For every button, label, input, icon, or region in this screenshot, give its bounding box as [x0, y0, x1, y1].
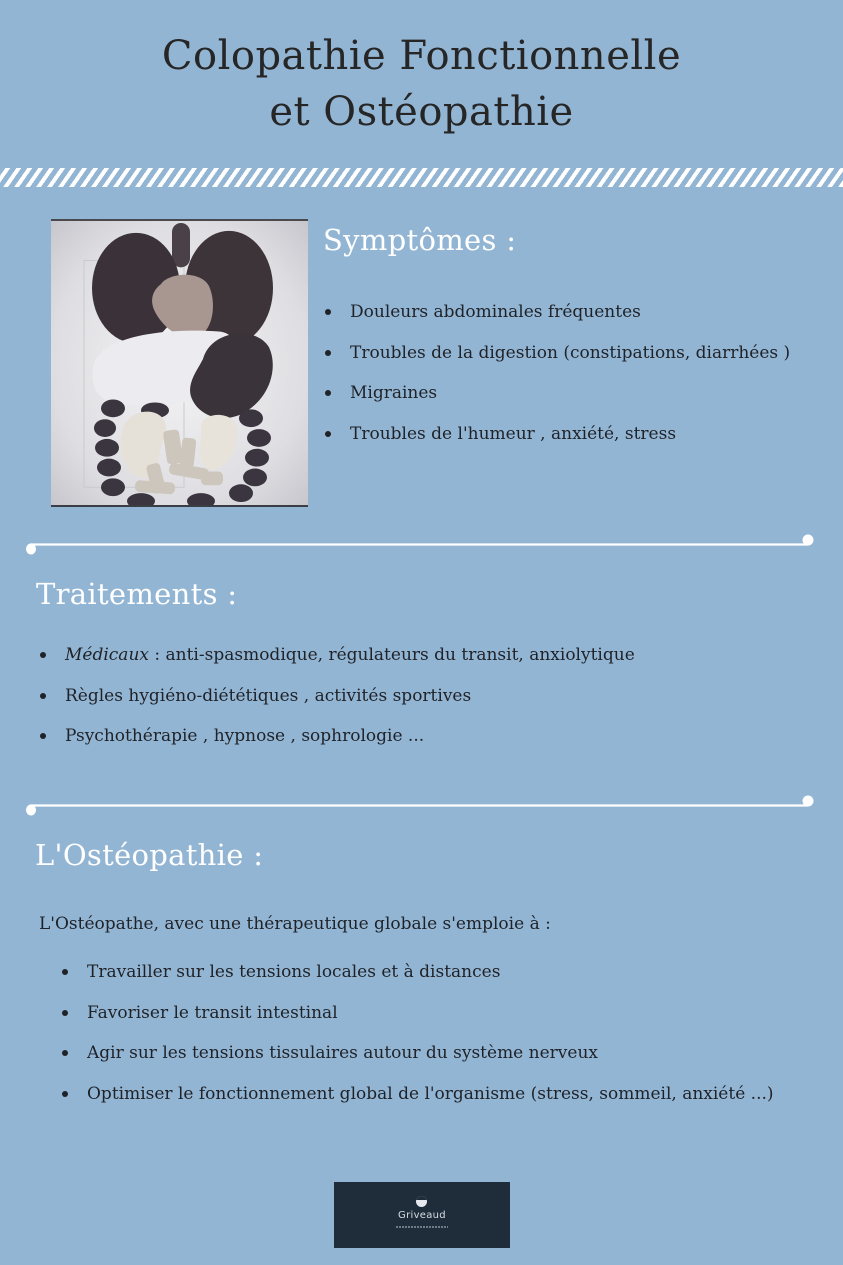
symptoms-list: [323, 292, 790, 454]
osteopathy-list: [60, 952, 787, 1114]
list-item: Troubles de la digestion (constipations, diarrhées ): [323, 333, 790, 374]
list-item: Favoriser le transit intestinal: [60, 993, 787, 1034]
list-item: [38, 635, 635, 676]
list-item: Migraines: [323, 373, 790, 414]
list-item: [38, 716, 635, 757]
list-item: Travailler sur les tensions locales et à distances: [60, 952, 787, 993]
griveaud-logo[interactable]: [334, 1182, 510, 1248]
symptoms-heading: Symptômes :: [323, 223, 517, 257]
organs-stones-photo: [51, 219, 308, 507]
list-item: Optimiser le fonctionnement global de l'organisme (stress, sommeil, anxiété ...): [60, 1074, 787, 1115]
list-item: Douleurs abdominales fréquentes: [323, 292, 790, 333]
list-item: Troubles de l'humeur , anxiété, stress: [323, 414, 790, 455]
stones-illustration: [51, 221, 308, 505]
list-item: Agir sur les tensions tissulaires autour du système nerveux: [60, 1033, 787, 1074]
list-item-text: : anti-spasmodique, régulateurs du transit, anxiolytique: [148, 645, 635, 665]
page-title: [0, 28, 843, 140]
list-item-text: Règles hygiéno-diététiques , activités sportives: [65, 685, 472, 706]
section-divider: [0, 532, 843, 556]
logo-name: Griveaud: [398, 1210, 446, 1221]
treatments-list: [38, 635, 635, 757]
logo-subtitle-decoration: [396, 1226, 448, 1228]
list-item: [38, 676, 635, 717]
title-line-1: Colopathie Fonctionnelle: [161, 33, 682, 79]
section-divider: [0, 793, 843, 817]
list-item-emphasis: Médicaux: [65, 645, 149, 665]
osteopathy-heading: L'Ostéopathie :: [35, 838, 264, 872]
list-item-text: Psychothérapie , hypnose , sophrologie ...: [65, 726, 425, 746]
osteopathy-intro: L'Ostéopathe, avec une thérapeutique globale s'emploie à :: [39, 914, 551, 934]
treatments-heading: Traitements :: [36, 577, 238, 611]
striped-divider: [0, 168, 843, 187]
logo-mark-icon: [416, 1196, 427, 1207]
title-line-2: et Ostéopathie: [269, 89, 574, 135]
